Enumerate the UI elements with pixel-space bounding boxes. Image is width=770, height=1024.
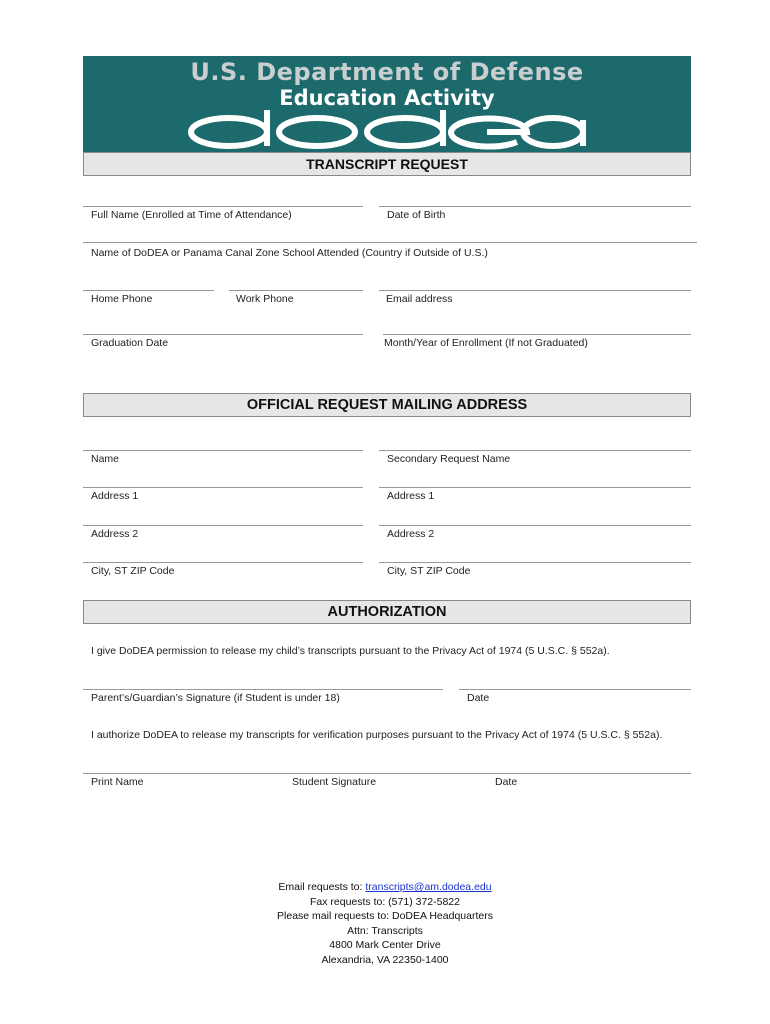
date-of-birth-field[interactable] [379,206,691,207]
parent-authorization-text: I give DoDEA permission to release my child’s transcripts pursuant to the Privacy Act of 1974 (5 U.S.C. § 552a). [91,645,610,657]
city-left-field[interactable] [83,562,363,563]
home-phone-label: Home Phone [91,293,153,305]
date-of-birth-label: Date of Birth [387,209,446,221]
address1-left-label: Address 1 [91,490,139,502]
email-prefix: Email requests to: [278,881,366,893]
secondary-name-label: Secondary Request Name [387,453,511,465]
form-title: TRANSCRIPT REQUEST [83,152,691,176]
parent-signature-field[interactable] [83,689,443,690]
recipient-name-field[interactable] [83,450,363,451]
enrollment-date-field[interactable] [383,334,691,335]
mail-line: Please mail requests to: DoDEA Headquarters [277,910,493,923]
parent-signature-label: Parent’s/Guardian’s Signature (if Student is under 18) [91,692,340,704]
student-signature-line-field[interactable] [83,773,691,774]
secondary-name-field[interactable] [379,450,691,451]
enrollment-date-label: Month/Year of Enrollment (If not Graduated) [384,337,588,349]
recipient-name-label: Name [91,453,120,465]
graduation-date-label: Graduation Date [91,337,169,349]
org-line2: Education Activity [279,86,495,110]
dodea-banner-logo [83,56,691,152]
dodea-logo-wordmark-icon [187,108,587,152]
mailing-address-heading: OFFICIAL REQUEST MAILING ADDRESS [83,393,691,417]
org-line1: U.S. Department of Defense [190,58,584,86]
print-name-label: Print Name [91,776,144,788]
student-authorization-text: I authorize DoDEA to release my transcripts for verification purposes pursuant to the Privacy Act of 1974 (5 U.S.C. § 552a). [91,729,663,741]
city-line: Alexandria, VA 22350-1400 [321,953,449,966]
street-line: 4800 Mark Center Drive [329,939,441,952]
work-phone-label: Work Phone [236,293,294,305]
email-address-field[interactable] [379,290,691,291]
home-phone-field[interactable] [83,290,214,291]
city-right-field[interactable] [379,562,691,563]
address1-right-field[interactable] [379,487,691,488]
address1-left-field[interactable] [83,487,363,488]
work-phone-field[interactable] [229,290,363,291]
school-attended-field[interactable] [83,242,697,243]
email-address-label: Email address [386,293,453,305]
address2-right-field[interactable] [379,525,691,526]
student-date-label: Date [495,776,518,788]
parent-date-field[interactable] [459,689,691,690]
contact-footer [0,880,770,968]
authorization-heading: AUTHORIZATION [83,600,691,624]
fax-line: Fax requests to: (571) 372-5822 [309,895,460,908]
attn-line: Attn: Transcripts [347,924,423,937]
school-attended-label: Name of DoDEA or Panama Canal Zone School Attended (Country if Outside of U.S.) [91,247,488,259]
address2-left-label: Address 2 [91,528,139,540]
address2-left-field[interactable] [83,525,363,526]
address1-right-label: Address 1 [387,490,435,502]
city-left-label: City, ST ZIP Code [91,565,175,577]
city-right-label: City, ST ZIP Code [387,565,471,577]
address2-right-label: Address 2 [387,528,435,540]
student-signature-label: Student Signature [292,776,377,788]
parent-date-label: Date [467,692,490,704]
full-name-label: Full Name (Enrolled at Time of Attendance) [91,209,292,221]
graduation-date-field[interactable] [83,334,363,335]
full-name-field[interactable] [83,206,363,207]
email-request-line [0,880,770,895]
transcripts-email-link[interactable]: transcripts@am.dodea.edu [365,881,492,893]
